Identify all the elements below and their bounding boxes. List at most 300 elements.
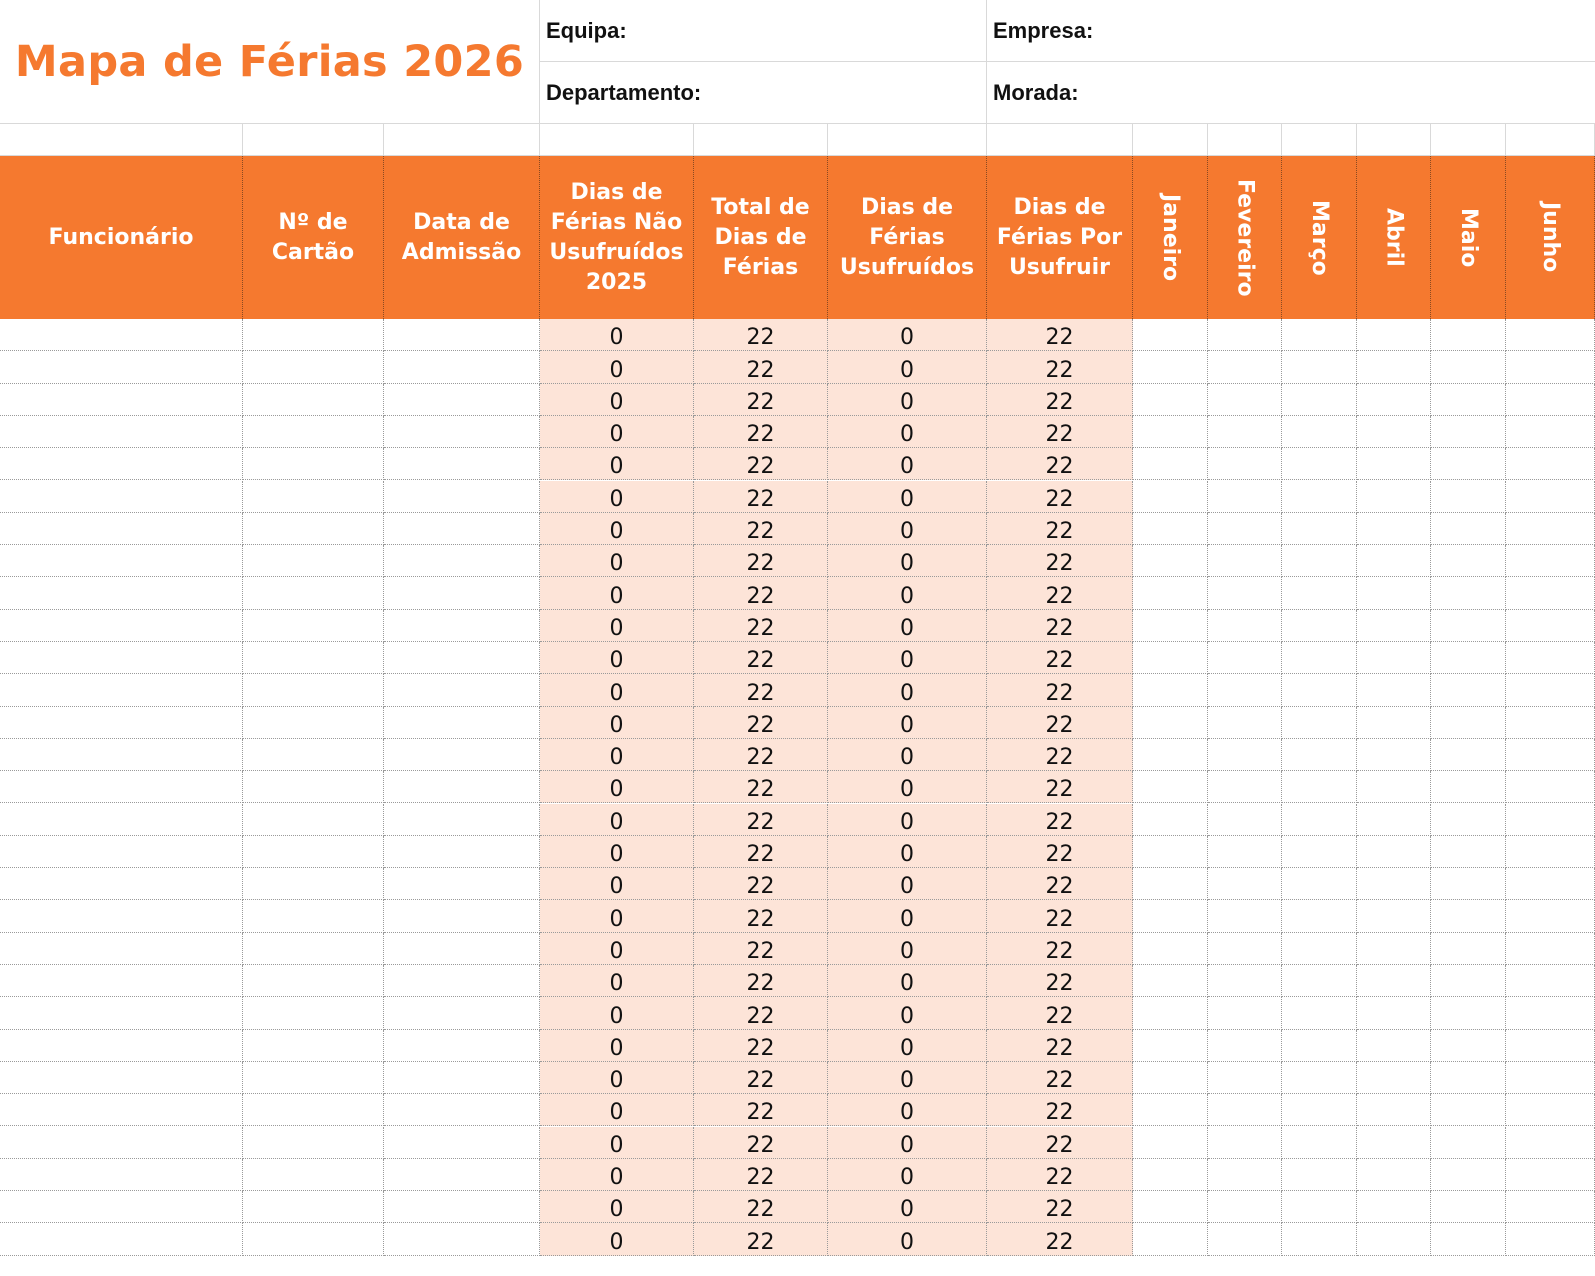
table-cell[interactable]: 0	[540, 577, 694, 609]
table-cell[interactable]: 0	[540, 965, 694, 997]
table-cell[interactable]	[384, 900, 540, 932]
table-cell[interactable]	[1208, 1191, 1282, 1223]
month-header[interactable]	[1133, 156, 1208, 319]
table-cell[interactable]: 0	[828, 900, 987, 932]
table-cell[interactable]: 0	[828, 836, 987, 868]
column-header[interactable]	[987, 156, 1133, 319]
table-cell[interactable]	[1282, 448, 1357, 480]
table-cell[interactable]	[1357, 1094, 1431, 1126]
table-cell[interactable]	[1133, 384, 1208, 416]
table-cell[interactable]	[243, 836, 384, 868]
table-cell[interactable]: 0	[828, 351, 987, 383]
table-cell[interactable]: 22	[987, 900, 1133, 932]
table-cell[interactable]	[1133, 351, 1208, 383]
table-cell[interactable]	[1506, 868, 1595, 900]
table-cell[interactable]	[1357, 610, 1431, 642]
table-cell[interactable]	[1208, 868, 1282, 900]
table-cell[interactable]	[1208, 416, 1282, 448]
table-cell[interactable]	[243, 448, 384, 480]
table-cell[interactable]	[1506, 1030, 1595, 1062]
table-cell[interactable]: 0	[540, 545, 694, 577]
table-cell[interactable]	[1133, 804, 1208, 836]
table-cell[interactable]	[1133, 642, 1208, 674]
table-cell[interactable]	[1133, 1062, 1208, 1094]
table-cell[interactable]	[1282, 739, 1357, 771]
table-cell[interactable]	[1282, 513, 1357, 545]
table-cell[interactable]	[1357, 642, 1431, 674]
table-cell[interactable]	[0, 965, 243, 997]
table-cell[interactable]	[1357, 674, 1431, 706]
table-cell[interactable]: 0	[828, 384, 987, 416]
table-cell[interactable]	[243, 771, 384, 803]
table-cell[interactable]	[1282, 1191, 1357, 1223]
table-cell[interactable]	[1282, 319, 1357, 351]
table-cell[interactable]: 0	[540, 900, 694, 932]
table-cell[interactable]	[384, 804, 540, 836]
table-cell[interactable]	[1357, 836, 1431, 868]
table-cell[interactable]	[1208, 804, 1282, 836]
table-cell[interactable]: 0	[540, 868, 694, 900]
table-cell[interactable]	[1431, 642, 1506, 674]
table-cell[interactable]	[0, 674, 243, 706]
month-header[interactable]	[1282, 156, 1357, 319]
table-cell[interactable]	[384, 997, 540, 1029]
table-cell[interactable]: 22	[987, 771, 1133, 803]
table-cell[interactable]	[1357, 804, 1431, 836]
table-cell[interactable]	[384, 1094, 540, 1126]
table-cell[interactable]	[243, 997, 384, 1029]
table-cell[interactable]	[1208, 545, 1282, 577]
table-cell[interactable]	[1357, 577, 1431, 609]
table-cell[interactable]	[1282, 1062, 1357, 1094]
table-cell[interactable]	[1357, 707, 1431, 739]
table-cell[interactable]	[1133, 1223, 1208, 1255]
table-cell[interactable]: 22	[694, 836, 828, 868]
table-cell[interactable]	[1282, 804, 1357, 836]
table-cell[interactable]	[1357, 1191, 1431, 1223]
table-cell[interactable]	[1208, 1094, 1282, 1126]
table-cell[interactable]	[1357, 1030, 1431, 1062]
table-cell[interactable]: 22	[694, 1223, 828, 1255]
table-cell[interactable]: 22	[987, 351, 1133, 383]
table-cell[interactable]: 22	[987, 642, 1133, 674]
table-cell[interactable]	[1282, 577, 1357, 609]
table-cell[interactable]	[1506, 739, 1595, 771]
table-cell[interactable]	[1357, 1223, 1431, 1255]
table-cell[interactable]	[384, 739, 540, 771]
table-cell[interactable]	[0, 933, 243, 965]
table-cell[interactable]	[243, 674, 384, 706]
table-cell[interactable]	[1506, 481, 1595, 513]
table-cell[interactable]	[1133, 900, 1208, 932]
table-cell[interactable]: 0	[540, 1223, 694, 1255]
table-cell[interactable]	[1431, 384, 1506, 416]
table-cell[interactable]: 0	[828, 1030, 987, 1062]
table-cell[interactable]: 22	[987, 997, 1133, 1029]
table-cell[interactable]	[1357, 351, 1431, 383]
table-cell[interactable]	[1133, 868, 1208, 900]
table-cell[interactable]	[1282, 545, 1357, 577]
table-cell[interactable]	[384, 642, 540, 674]
table-cell[interactable]: 0	[540, 642, 694, 674]
table-cell[interactable]	[1208, 1062, 1282, 1094]
table-cell[interactable]	[1208, 674, 1282, 706]
title-cell[interactable]	[0, 0, 540, 124]
table-cell[interactable]: 0	[540, 707, 694, 739]
table-cell[interactable]: 0	[828, 1094, 987, 1126]
table-cell[interactable]: 0	[828, 804, 987, 836]
table-cell[interactable]	[1506, 545, 1595, 577]
table-cell[interactable]	[1133, 707, 1208, 739]
table-cell[interactable]	[0, 642, 243, 674]
table-cell[interactable]	[0, 513, 243, 545]
table-cell[interactable]: 0	[828, 1127, 987, 1159]
table-cell[interactable]: 22	[694, 481, 828, 513]
table-cell[interactable]: 22	[987, 1127, 1133, 1159]
table-cell[interactable]	[1506, 804, 1595, 836]
table-cell[interactable]: 0	[828, 771, 987, 803]
table-cell[interactable]	[1133, 1030, 1208, 1062]
table-cell[interactable]: 0	[540, 1191, 694, 1223]
table-cell[interactable]	[1357, 481, 1431, 513]
table-cell[interactable]	[1506, 642, 1595, 674]
table-cell[interactable]: 22	[694, 416, 828, 448]
table-cell[interactable]	[384, 1159, 540, 1191]
table-cell[interactable]: 22	[987, 868, 1133, 900]
table-cell[interactable]: 0	[828, 642, 987, 674]
table-cell[interactable]	[1282, 351, 1357, 383]
spacer-cell[interactable]	[1431, 124, 1506, 156]
table-cell[interactable]	[1133, 1094, 1208, 1126]
table-cell[interactable]: 0	[828, 933, 987, 965]
table-cell[interactable]	[1506, 674, 1595, 706]
table-cell[interactable]: 22	[694, 674, 828, 706]
spacer-cell[interactable]	[540, 124, 694, 156]
table-cell[interactable]: 22	[987, 965, 1133, 997]
table-cell[interactable]	[1282, 836, 1357, 868]
table-cell[interactable]: 0	[540, 1127, 694, 1159]
company-field[interactable]	[987, 0, 1595, 62]
table-cell[interactable]	[1282, 1159, 1357, 1191]
table-cell[interactable]: 22	[987, 448, 1133, 480]
table-cell[interactable]	[1506, 513, 1595, 545]
table-cell[interactable]	[1431, 1159, 1506, 1191]
table-cell[interactable]	[243, 1030, 384, 1062]
table-cell[interactable]	[1133, 1159, 1208, 1191]
table-cell[interactable]: 22	[694, 739, 828, 771]
table-cell[interactable]	[1133, 1127, 1208, 1159]
table-cell[interactable]	[243, 739, 384, 771]
table-cell[interactable]	[1357, 1127, 1431, 1159]
table-cell[interactable]	[1208, 1159, 1282, 1191]
table-cell[interactable]	[1282, 610, 1357, 642]
table-cell[interactable]	[1208, 997, 1282, 1029]
table-cell[interactable]: 0	[540, 351, 694, 383]
spacer-cell[interactable]	[384, 124, 540, 156]
table-cell[interactable]	[1506, 707, 1595, 739]
table-cell[interactable]	[1282, 1030, 1357, 1062]
table-cell[interactable]	[1208, 481, 1282, 513]
table-cell[interactable]	[1431, 1094, 1506, 1126]
table-cell[interactable]: 0	[540, 997, 694, 1029]
table-cell[interactable]	[0, 384, 243, 416]
table-cell[interactable]	[1431, 836, 1506, 868]
table-cell[interactable]: 0	[540, 610, 694, 642]
table-cell[interactable]	[1208, 1127, 1282, 1159]
table-cell[interactable]	[243, 610, 384, 642]
spacer-cell[interactable]	[1506, 124, 1595, 156]
table-cell[interactable]: 0	[828, 545, 987, 577]
table-cell[interactable]	[384, 1127, 540, 1159]
table-cell[interactable]: 0	[540, 836, 694, 868]
table-cell[interactable]	[1208, 642, 1282, 674]
table-cell[interactable]	[1506, 416, 1595, 448]
table-cell[interactable]	[384, 933, 540, 965]
table-cell[interactable]: 22	[987, 1094, 1133, 1126]
table-cell[interactable]: 0	[540, 416, 694, 448]
table-cell[interactable]	[243, 707, 384, 739]
table-cell[interactable]	[1506, 1223, 1595, 1255]
table-cell[interactable]	[0, 545, 243, 577]
table-cell[interactable]: 22	[694, 448, 828, 480]
address-field[interactable]	[987, 62, 1595, 124]
table-cell[interactable]	[1133, 771, 1208, 803]
table-cell[interactable]: 22	[694, 771, 828, 803]
table-cell[interactable]: 0	[540, 384, 694, 416]
table-cell[interactable]	[1431, 771, 1506, 803]
table-cell[interactable]	[1431, 1062, 1506, 1094]
table-cell[interactable]: 22	[694, 319, 828, 351]
table-cell[interactable]: 22	[987, 481, 1133, 513]
table-cell[interactable]	[0, 319, 243, 351]
table-cell[interactable]	[1506, 965, 1595, 997]
table-cell[interactable]: 0	[540, 739, 694, 771]
table-cell[interactable]	[1208, 351, 1282, 383]
table-cell[interactable]	[384, 836, 540, 868]
spacer-cell[interactable]	[243, 124, 384, 156]
table-cell[interactable]	[1431, 577, 1506, 609]
table-cell[interactable]	[1282, 707, 1357, 739]
table-cell[interactable]: 0	[828, 1223, 987, 1255]
table-cell[interactable]: 22	[987, 384, 1133, 416]
table-cell[interactable]: 0	[540, 1094, 694, 1126]
spacer-cell[interactable]	[828, 124, 987, 156]
table-cell[interactable]	[0, 997, 243, 1029]
table-cell[interactable]	[0, 900, 243, 932]
table-cell[interactable]	[1282, 900, 1357, 932]
table-cell[interactable]	[384, 707, 540, 739]
table-cell[interactable]: 22	[987, 707, 1133, 739]
table-cell[interactable]	[1133, 513, 1208, 545]
table-cell[interactable]: 0	[540, 513, 694, 545]
table-cell[interactable]	[1282, 481, 1357, 513]
table-cell[interactable]: 22	[694, 868, 828, 900]
table-cell[interactable]: 0	[828, 965, 987, 997]
table-cell[interactable]	[0, 1223, 243, 1255]
table-cell[interactable]	[1431, 868, 1506, 900]
table-cell[interactable]: 0	[540, 674, 694, 706]
table-cell[interactable]	[1431, 900, 1506, 932]
table-cell[interactable]	[0, 416, 243, 448]
table-cell[interactable]	[1431, 933, 1506, 965]
table-cell[interactable]: 0	[540, 1159, 694, 1191]
table-cell[interactable]	[243, 1223, 384, 1255]
table-cell[interactable]	[1208, 1030, 1282, 1062]
table-cell[interactable]	[243, 804, 384, 836]
table-cell[interactable]	[384, 674, 540, 706]
table-cell[interactable]	[243, 416, 384, 448]
table-cell[interactable]	[384, 1191, 540, 1223]
table-cell[interactable]: 22	[987, 1223, 1133, 1255]
table-cell[interactable]	[1208, 1223, 1282, 1255]
table-cell[interactable]: 22	[694, 1062, 828, 1094]
table-cell[interactable]: 22	[694, 610, 828, 642]
table-cell[interactable]	[243, 545, 384, 577]
table-cell[interactable]: 22	[987, 804, 1133, 836]
table-cell[interactable]: 22	[694, 351, 828, 383]
table-cell[interactable]: 0	[828, 1191, 987, 1223]
table-cell[interactable]: 22	[694, 384, 828, 416]
column-header[interactable]	[828, 156, 987, 319]
table-cell[interactable]	[1208, 577, 1282, 609]
table-cell[interactable]	[243, 384, 384, 416]
table-cell[interactable]	[1431, 674, 1506, 706]
table-cell[interactable]: 22	[987, 319, 1133, 351]
table-cell[interactable]	[1431, 1223, 1506, 1255]
month-header[interactable]	[1357, 156, 1431, 319]
table-cell[interactable]	[1133, 448, 1208, 480]
table-cell[interactable]	[1133, 965, 1208, 997]
table-cell[interactable]	[1282, 933, 1357, 965]
table-cell[interactable]: 0	[828, 448, 987, 480]
table-cell[interactable]	[1357, 513, 1431, 545]
table-cell[interactable]: 0	[540, 1062, 694, 1094]
table-cell[interactable]	[384, 771, 540, 803]
table-cell[interactable]	[1282, 384, 1357, 416]
table-cell[interactable]	[0, 610, 243, 642]
table-cell[interactable]	[1208, 384, 1282, 416]
table-cell[interactable]: 22	[987, 836, 1133, 868]
column-header[interactable]	[243, 156, 384, 319]
table-cell[interactable]: 0	[540, 481, 694, 513]
table-cell[interactable]	[243, 351, 384, 383]
table-cell[interactable]	[1506, 577, 1595, 609]
table-cell[interactable]	[1357, 448, 1431, 480]
table-cell[interactable]	[1133, 836, 1208, 868]
table-cell[interactable]	[0, 481, 243, 513]
table-cell[interactable]: 0	[828, 997, 987, 1029]
table-cell[interactable]: 0	[828, 868, 987, 900]
column-header[interactable]	[0, 156, 243, 319]
table-cell[interactable]	[1282, 868, 1357, 900]
table-cell[interactable]: 22	[987, 545, 1133, 577]
department-field[interactable]	[540, 62, 987, 124]
table-cell[interactable]	[0, 1094, 243, 1126]
table-cell[interactable]: 22	[987, 933, 1133, 965]
table-cell[interactable]: 0	[828, 674, 987, 706]
table-cell[interactable]	[1208, 513, 1282, 545]
table-cell[interactable]	[384, 610, 540, 642]
table-cell[interactable]	[1506, 1127, 1595, 1159]
table-cell[interactable]	[243, 1094, 384, 1126]
table-cell[interactable]	[243, 868, 384, 900]
table-cell[interactable]	[384, 1030, 540, 1062]
table-cell[interactable]: 0	[540, 771, 694, 803]
table-cell[interactable]	[1282, 642, 1357, 674]
spacer-cell[interactable]	[1133, 124, 1208, 156]
table-cell[interactable]: 22	[987, 1159, 1133, 1191]
column-header[interactable]	[694, 156, 828, 319]
table-cell[interactable]	[243, 933, 384, 965]
table-cell[interactable]	[1208, 771, 1282, 803]
table-cell[interactable]	[1431, 416, 1506, 448]
table-cell[interactable]	[1431, 1191, 1506, 1223]
table-cell[interactable]	[0, 1127, 243, 1159]
table-cell[interactable]	[384, 351, 540, 383]
table-cell[interactable]: 22	[987, 577, 1133, 609]
table-cell[interactable]	[243, 513, 384, 545]
table-cell[interactable]: 22	[694, 804, 828, 836]
table-cell[interactable]: 22	[694, 707, 828, 739]
table-cell[interactable]	[0, 351, 243, 383]
table-cell[interactable]: 0	[540, 804, 694, 836]
table-cell[interactable]	[0, 1191, 243, 1223]
table-cell[interactable]: 22	[987, 739, 1133, 771]
table-cell[interactable]: 22	[987, 1062, 1133, 1094]
month-header[interactable]	[1208, 156, 1282, 319]
table-cell[interactable]	[1506, 933, 1595, 965]
table-cell[interactable]	[1208, 707, 1282, 739]
table-cell[interactable]	[1431, 610, 1506, 642]
table-cell[interactable]	[1431, 1127, 1506, 1159]
table-cell[interactable]	[1357, 545, 1431, 577]
table-cell[interactable]	[1357, 997, 1431, 1029]
table-cell[interactable]	[1431, 351, 1506, 383]
table-cell[interactable]	[1208, 739, 1282, 771]
table-cell[interactable]	[1357, 384, 1431, 416]
table-cell[interactable]	[1133, 610, 1208, 642]
table-cell[interactable]	[0, 739, 243, 771]
table-cell[interactable]: 22	[694, 1030, 828, 1062]
table-cell[interactable]	[0, 804, 243, 836]
table-cell[interactable]: 0	[828, 513, 987, 545]
table-cell[interactable]: 22	[694, 513, 828, 545]
table-cell[interactable]	[1506, 1094, 1595, 1126]
table-cell[interactable]	[1431, 545, 1506, 577]
table-cell[interactable]	[243, 965, 384, 997]
table-cell[interactable]: 22	[694, 900, 828, 932]
table-cell[interactable]: 22	[694, 545, 828, 577]
table-cell[interactable]: 0	[828, 577, 987, 609]
table-cell[interactable]	[243, 1159, 384, 1191]
table-cell[interactable]	[243, 319, 384, 351]
table-cell[interactable]: 22	[694, 1094, 828, 1126]
table-cell[interactable]	[1208, 319, 1282, 351]
table-cell[interactable]	[384, 481, 540, 513]
table-cell[interactable]	[384, 545, 540, 577]
table-cell[interactable]	[0, 577, 243, 609]
table-cell[interactable]	[1431, 448, 1506, 480]
table-cell[interactable]	[1133, 933, 1208, 965]
table-cell[interactable]	[243, 642, 384, 674]
table-cell[interactable]	[1506, 836, 1595, 868]
table-cell[interactable]	[0, 868, 243, 900]
table-cell[interactable]: 22	[987, 1191, 1133, 1223]
table-cell[interactable]	[1133, 674, 1208, 706]
table-cell[interactable]	[1282, 416, 1357, 448]
table-cell[interactable]: 22	[987, 1030, 1133, 1062]
table-cell[interactable]	[384, 319, 540, 351]
